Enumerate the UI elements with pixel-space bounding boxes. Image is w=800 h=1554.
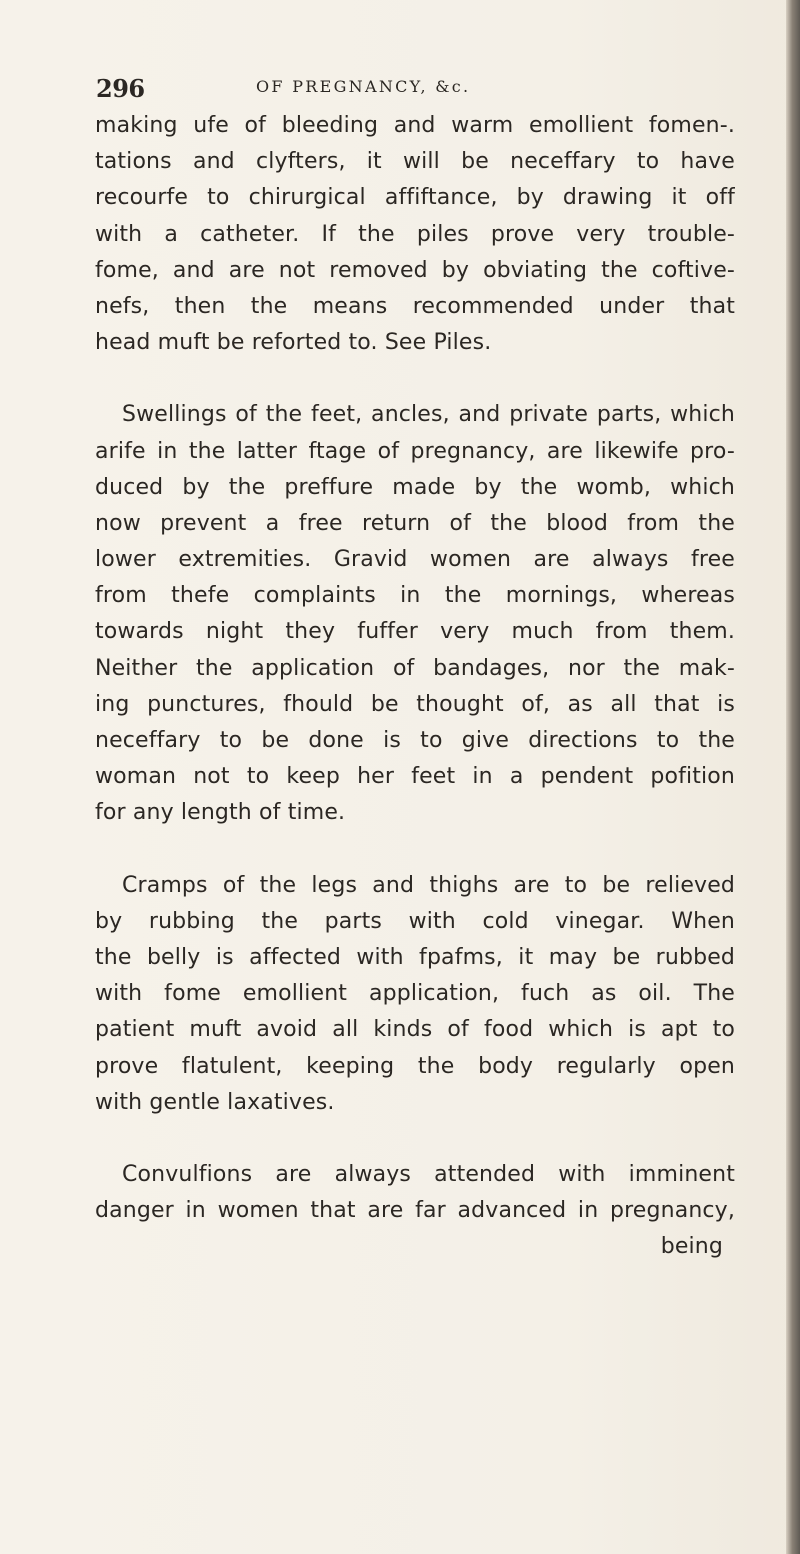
paragraph-3 (95, 868, 735, 1121)
paragraph-gap (95, 832, 735, 868)
text-line: with gentle laxatives. (95, 1089, 335, 1115)
paragraph-1 (95, 108, 735, 361)
text-line: for any length of time. (95, 800, 346, 826)
text-line: recourfe to chirurgical affiftance, by drawing it off (95, 185, 735, 211)
text-line: ing punctures, fhould be thought of, as all that is (95, 691, 735, 717)
text-line: with fome emollient application, fuch as oil. The (95, 981, 735, 1007)
text-line: Neither the application of bandages, nor the mak- (95, 655, 735, 681)
text-line: towards night they fuffer very much from them. (95, 619, 735, 645)
text-line: fome, and are not removed by obviating the coftive- (95, 257, 735, 283)
text-line: making ufe of bleeding and warm emollient fomen-. (95, 113, 735, 138)
text-line: head muft be reforted to. See Piles. (95, 330, 492, 356)
text-line: danger in women that are far advanced in pregnancy, (95, 1198, 735, 1224)
text-line: the belly is affected with fpafms, it may be rubbed (95, 944, 735, 970)
paragraph-2 (95, 397, 735, 831)
text-line: neceffary to be done is to give directions to the (95, 728, 735, 753)
text-line: duced by the preffure made by the womb, which (95, 474, 735, 500)
text-line: Cramps of the legs and thighs are to be relieved (122, 872, 735, 898)
running-title: OF PREGNANCY, &c. (256, 77, 471, 96)
text-line: tations and clyfters, it will be neceffary to have (95, 149, 735, 175)
text-line: prove flatulent, keeping the body regularly open (95, 1053, 735, 1079)
page-number: 296 (96, 74, 145, 103)
page-edge (786, 0, 800, 1554)
text-line: with a catheter. If the piles prove very trouble- (95, 221, 735, 247)
page-header (96, 74, 716, 108)
text-line: by rubbing the parts with cold vinegar. When (95, 908, 735, 934)
text-line: Convulfions are always attended with imminent (122, 1161, 735, 1187)
text-line: nefs, then the means recommended under that (95, 293, 735, 319)
text-line: patient muft avoid all kinds of food which is apt to (95, 1017, 735, 1043)
text-line: from thefe complaints in the mornings, whereas (95, 583, 735, 609)
page-text (95, 108, 735, 1265)
text-line: lower extremities. Gravid women are always free (95, 547, 735, 573)
text-line: arife in the latter ftage of pregnancy, are likewife pro- (95, 438, 735, 464)
text-line: now prevent a free return of the blood from the (95, 510, 735, 536)
paragraph-4 (95, 1157, 735, 1266)
text-line: woman not to keep her feet in a pendent pofition (95, 764, 735, 790)
text-line: Swellings of the feet, ancles, and private parts, which (122, 402, 735, 428)
catchword: being (660, 1234, 723, 1260)
paragraph-gap (95, 1121, 735, 1157)
paragraph-gap (95, 361, 735, 397)
